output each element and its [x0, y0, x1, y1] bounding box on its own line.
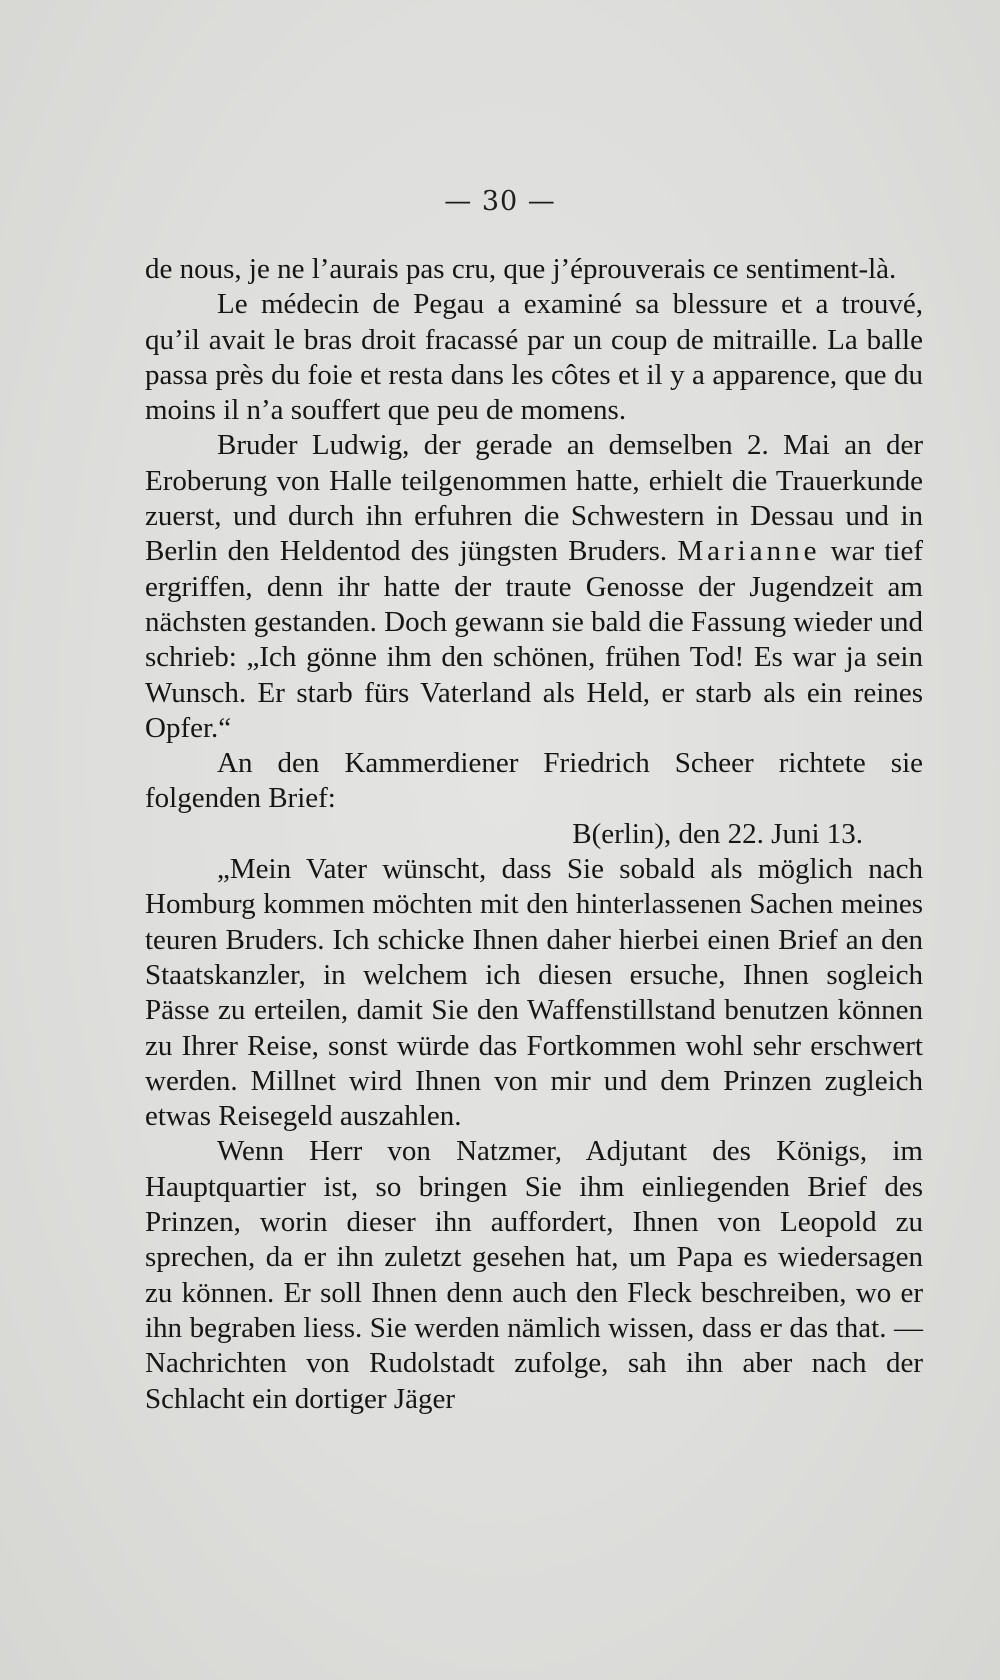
- page-number: — 30 —: [444, 186, 556, 217]
- paragraph: Le médecin de Pegau a examiné sa blessure et a trouvé, qu’il avait le bras droit fracassé par un coup de mitraille. La balle passa près du foie et resta dans les côtes et il y a apparence, que du moins il n’a souffert que peu de momens.: [145, 288, 923, 427]
- paragraph: An den Kammerdiener Friedrich Scheer richtete sie folgenden Brief:: [145, 747, 923, 815]
- paragraph: [145, 428, 923, 746]
- letter-paragraph: Wenn Herr von Natzmer, Adjutant des Königs, im Hauptquartier ist, so bringen Sie ihm einliegenden Brief des Prinzen, worin dieser ihn auffordert, Ihnen von Leopold zu sprechen, da er ihn zuletzt gesehen hat, um Papa es wiedersagen zu können. Er soll Ihnen denn auch den Fleck beschreiben, wo er ihn begraben liess. Sie werden nämlich wissen, dass er das that. — Nachrichten von Rudolstadt zufolge, sah ihn aber nach der Schlacht ein dortiger Jäger: [145, 1135, 923, 1415]
- letter-paragraph: „Mein Vater wünscht, dass Sie sobald als möglich nach Homburg kommen möchten mit den hinterlassenen Sachen meines teuren Bruders. Ich schicke Ihnen daher hierbei einen Brief an den Staatskanzler, in welchem ich diesen ersuche, Ihnen sogleich Pässe zu erteilen, damit Sie den Waffenstillstand benutzen können zu Ihrer Reise, sonst würde das Fortkommen wohl sehr erschwert werden. Millnet wird Ihnen von mir und dem Prinzen zugleich etwas Reisegeld auszahlen.: [145, 853, 923, 1133]
- body-text: [145, 252, 923, 1417]
- spaced-name: Marianne: [677, 535, 821, 568]
- paragraph-continued: de nous, je ne l’aurais pas cru, que j’éprouverais ce sentiment-là.: [145, 253, 897, 285]
- paragraph-text: Bruder Ludwig, der gerade an demselben 2. Mai an der Eroberung von Halle teilgenommen hatte, erhielt die Trauerkunde zuerst, und durch ihn erfuhren die Schwestern in Dessau und in Berlin den Heldentod des jüngsten Bruders.: [145, 429, 923, 568]
- paragraph-text: war tief ergriffen, denn ihr hatte der traute Genosse der Jugendzeit am nächsten gestanden. Doch gewann sie bald die Fassung wieder und schrieb: „Ich gönne ihm den schönen, frühen Tod! Es war ja sein Wunsch. Er starb fürs Vaterland als Held, er starb als ein reines Opfer.“: [145, 535, 923, 744]
- letter-dateline: B(erlin), den 22. Juni 13.: [572, 817, 863, 850]
